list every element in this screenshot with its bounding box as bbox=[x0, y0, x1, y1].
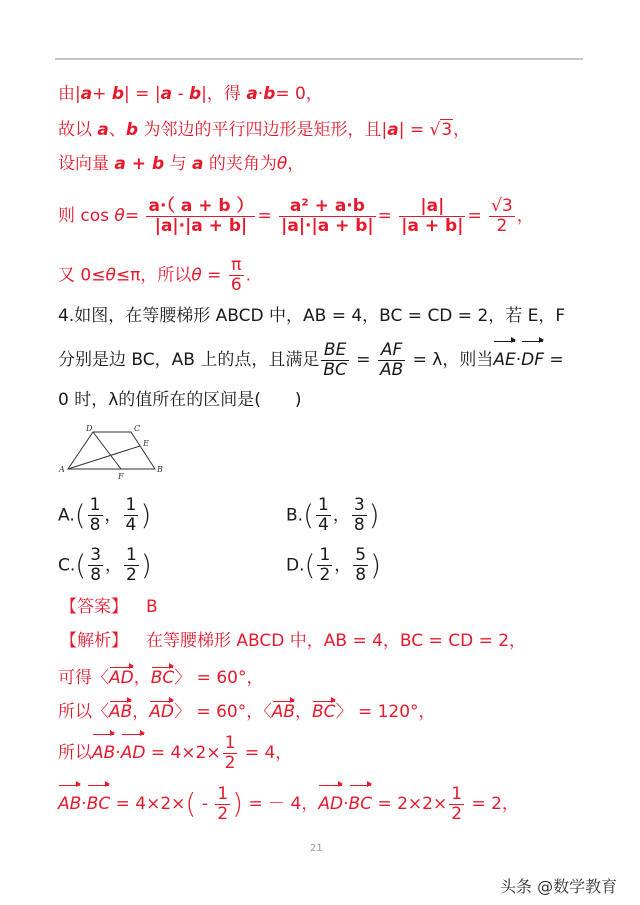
label-a: A bbox=[59, 465, 65, 474]
header-rule bbox=[55, 58, 583, 60]
fraction: $\frac{a\cdot( a + b )}{|a|\cdot|a + b|}$ bbox=[148, 195, 254, 236]
analysis-line-4: 所以AB·AD = 4×2× $\frac{1}{2}$ = 4， bbox=[58, 732, 293, 773]
solution-line-1: 由|a+ b| = |a - b|，得 a·b= 0， bbox=[58, 84, 323, 104]
solution-line-4: 则 cos θ= $\frac{a\cdot( a + b )}{|a|\cdot|a + b|}$ = $\frac{\text{a² + a·b}}{|a|\cdot|a + b|}$ = $\frac{|a|}{|a + b|}$ = $\frac{√3}{2}$ ， bbox=[58, 195, 534, 236]
analysis-line-2: 可得〈AD，BC〉 = 60°， bbox=[58, 668, 264, 688]
analysis-line-3: 所以〈AB，AD〉 = 60°，〈AB，BC〉 = 120°， bbox=[58, 702, 436, 722]
label-d: D bbox=[86, 424, 93, 433]
question-line-3: 0 时，λ的值所在的区间是( ) bbox=[58, 390, 302, 410]
answer-line bbox=[60, 595, 158, 619]
fraction: $\frac{AF}{AB}$ bbox=[379, 339, 404, 380]
page-number: 21 bbox=[310, 843, 323, 854]
vector-ae: AE bbox=[493, 340, 515, 380]
fraction: $\frac{\pi}{6}$ bbox=[230, 255, 242, 295]
analysis-label: 【解析】 bbox=[60, 631, 128, 651]
analysis-line-5: AB·BC = 4×2×( - $\frac{1}{2}$ ) = － 4，AD·BC = 2×2× $\frac{1}{2}$ = 2， bbox=[58, 783, 519, 824]
fraction: $\frac{√3}{2}$ bbox=[491, 195, 513, 236]
option-a[interactable]: A.( $\frac{1}{8}$ ， $\frac{1}{4}$ ) bbox=[58, 495, 152, 535]
question-line-1: 4.如图，在等腰梯形 ABCD 中，AB = 4，BC = CD = 2，若 E，F bbox=[58, 306, 566, 326]
fraction: $\frac{\text{a² + a·b}}{|a|\cdot|a + b|}$ bbox=[281, 195, 374, 236]
answer-label: 【答案】 bbox=[60, 597, 128, 617]
label-e: E bbox=[143, 439, 149, 448]
solution-line-3: 设向量 a + b 与 a 的夹角为θ， bbox=[58, 154, 305, 174]
option-d[interactable]: D.( $\frac{1}{2}$ ， $\frac{5}{8}$ ) bbox=[286, 545, 382, 585]
solution-line-5: 又 0≤θ≤π，所以θ = $\frac{\pi}{6}$ . bbox=[58, 255, 252, 295]
fraction: $\frac{BE}{BC}$ bbox=[323, 339, 347, 380]
question-line-2: 分别是边 BC，AB 上的点，且满足 $\frac{BE}{BC}$ = $\frac{AF}{AB}$ = λ，则当AE·DF = bbox=[58, 339, 564, 380]
option-b[interactable]: B.( $\frac{1}{4}$ ， $\frac{3}{8}$ ) bbox=[286, 495, 380, 535]
sqrt-symbol: √3 bbox=[429, 120, 453, 140]
watermark: 头条 @数学教育 bbox=[500, 877, 618, 896]
label-c: C bbox=[134, 424, 141, 433]
analysis-line-1: 【解析】 在等腰梯形 ABCD 中，AB = 4，BC = CD = 2， bbox=[60, 631, 527, 651]
option-c[interactable]: C.( $\frac{3}{8}$ ， $\frac{1}{2}$ ) bbox=[58, 545, 152, 585]
answer-value: B bbox=[146, 597, 158, 617]
vector-df: DF bbox=[521, 340, 544, 380]
fraction: $\frac{|a|}{|a + b|}$ bbox=[401, 195, 464, 236]
solution-line-2: 故以 a、b 为邻边的平行四边形是矩形，且|a| = √3， bbox=[58, 120, 471, 140]
label-b: B bbox=[157, 465, 163, 474]
trapezoid-figure bbox=[58, 424, 168, 480]
label-f: F bbox=[118, 472, 124, 480]
